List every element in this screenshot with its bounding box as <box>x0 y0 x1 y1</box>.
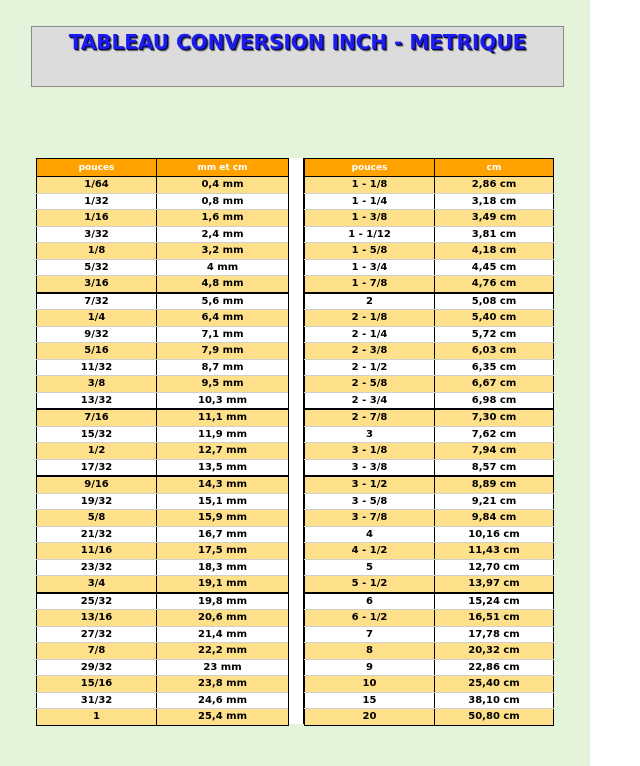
inch-cell: 7/32 <box>37 293 157 310</box>
metric-cell: 6,98 cm <box>435 392 554 409</box>
inch-cell: 13/16 <box>37 610 157 627</box>
metric-cell: 5,6 mm <box>157 293 289 310</box>
metric-cell: 3,49 cm <box>435 210 554 227</box>
inch-cell: 1 <box>37 709 157 726</box>
table-row <box>37 343 289 360</box>
inch-cell: 1/8 <box>37 243 157 260</box>
inch-cell: 29/32 <box>37 659 157 676</box>
table-row <box>37 709 289 726</box>
column-header-inches: pouces <box>305 159 435 177</box>
table-row <box>37 193 289 210</box>
metric-cell: 9,5 mm <box>157 376 289 393</box>
table-row <box>305 409 554 426</box>
metric-cell: 15,1 mm <box>157 493 289 510</box>
table-row <box>305 226 554 243</box>
table-row <box>305 193 554 210</box>
header-row <box>37 159 289 177</box>
table-row <box>37 426 289 443</box>
table-row <box>37 177 289 194</box>
left-conversion-table <box>36 158 289 726</box>
inch-cell: 15 <box>305 692 435 709</box>
inch-cell: 13/32 <box>37 392 157 409</box>
metric-cell: 6,4 mm <box>157 310 289 327</box>
inch-cell: 2 - 1/2 <box>305 359 435 376</box>
table-row <box>37 559 289 576</box>
inch-cell: 7 <box>305 626 435 643</box>
table-row <box>37 392 289 409</box>
inch-cell: 3/32 <box>37 226 157 243</box>
metric-cell: 2,4 mm <box>157 226 289 243</box>
metric-cell: 8,89 cm <box>435 476 554 493</box>
metric-cell: 7,1 mm <box>157 326 289 343</box>
inch-cell: 10 <box>305 676 435 693</box>
table-row <box>37 293 289 310</box>
table-row <box>37 659 289 676</box>
metric-cell: 0,4 mm <box>157 177 289 194</box>
table-row <box>37 376 289 393</box>
metric-cell: 7,9 mm <box>157 343 289 360</box>
table-row <box>305 392 554 409</box>
table-row <box>37 210 289 227</box>
title-box <box>31 26 564 87</box>
metric-cell: 7,62 cm <box>435 426 554 443</box>
table-row <box>37 692 289 709</box>
table-row <box>37 510 289 527</box>
table-row <box>305 259 554 276</box>
inch-cell: 11/16 <box>37 543 157 560</box>
inch-cell: 3 <box>305 426 435 443</box>
inch-cell: 4 <box>305 526 435 543</box>
inch-cell: 20 <box>305 709 435 726</box>
metric-cell: 1,6 mm <box>157 210 289 227</box>
inch-cell: 2 - 1/8 <box>305 310 435 327</box>
metric-cell: 7,30 cm <box>435 409 554 426</box>
table-row <box>37 310 289 327</box>
metric-cell: 11,1 mm <box>157 409 289 426</box>
metric-cell: 11,43 cm <box>435 543 554 560</box>
inch-cell: 21/32 <box>37 526 157 543</box>
table-row <box>37 610 289 627</box>
metric-cell: 20,6 mm <box>157 610 289 627</box>
metric-cell: 9,21 cm <box>435 493 554 510</box>
metric-cell: 14,3 mm <box>157 476 289 493</box>
table-row <box>305 326 554 343</box>
table-row <box>305 459 554 476</box>
metric-cell: 10,16 cm <box>435 526 554 543</box>
table-row <box>305 576 554 593</box>
metric-cell: 3,18 cm <box>435 193 554 210</box>
inch-cell: 3 - 7/8 <box>305 510 435 527</box>
metric-cell: 17,5 mm <box>157 543 289 560</box>
inch-cell: 1 - 3/4 <box>305 259 435 276</box>
inch-cell: 2 - 7/8 <box>305 409 435 426</box>
table-row <box>305 177 554 194</box>
metric-cell: 15,9 mm <box>157 510 289 527</box>
inch-cell: 1 - 3/8 <box>305 210 435 227</box>
table-row <box>37 326 289 343</box>
inch-cell: 7/16 <box>37 409 157 426</box>
inch-cell: 5/32 <box>37 259 157 276</box>
table-row <box>305 626 554 643</box>
inch-cell: 2 <box>305 293 435 310</box>
table-row <box>305 643 554 660</box>
table-row <box>37 243 289 260</box>
column-header-mm: mm et cm <box>157 159 289 177</box>
table-row <box>305 476 554 493</box>
table-row <box>305 510 554 527</box>
table-row <box>37 676 289 693</box>
metric-cell: 5,08 cm <box>435 293 554 310</box>
table-row <box>37 226 289 243</box>
table-row <box>305 310 554 327</box>
inch-cell: 6 <box>305 593 435 610</box>
table-row <box>305 593 554 610</box>
metric-cell: 10,3 mm <box>157 392 289 409</box>
table-row <box>305 359 554 376</box>
table-row <box>305 659 554 676</box>
metric-cell: 11,9 mm <box>157 426 289 443</box>
metric-cell: 4,45 cm <box>435 259 554 276</box>
inch-cell: 4 - 1/2 <box>305 543 435 560</box>
table-row <box>305 610 554 627</box>
metric-cell: 17,78 cm <box>435 626 554 643</box>
metric-cell: 5,40 cm <box>435 310 554 327</box>
inch-cell: 1 - 1/8 <box>305 177 435 194</box>
inch-cell: 3 - 1/8 <box>305 443 435 460</box>
metric-cell: 19,8 mm <box>157 593 289 610</box>
metric-cell: 2,86 cm <box>435 177 554 194</box>
table-row <box>305 293 554 310</box>
inch-cell: 5/8 <box>37 510 157 527</box>
header-row <box>305 159 554 177</box>
metric-cell: 12,70 cm <box>435 559 554 576</box>
metric-cell: 22,86 cm <box>435 659 554 676</box>
metric-cell: 15,24 cm <box>435 593 554 610</box>
metric-cell: 20,32 cm <box>435 643 554 660</box>
table-row <box>305 526 554 543</box>
inch-cell: 6 - 1/2 <box>305 610 435 627</box>
inch-cell: 2 - 1/4 <box>305 326 435 343</box>
table-row <box>305 676 554 693</box>
metric-cell: 16,7 mm <box>157 526 289 543</box>
metric-cell: 19,1 mm <box>157 576 289 593</box>
metric-cell: 4,8 mm <box>157 276 289 293</box>
metric-cell: 16,51 cm <box>435 610 554 627</box>
table-row <box>37 576 289 593</box>
metric-cell: 22,2 mm <box>157 643 289 660</box>
inch-cell: 8 <box>305 643 435 660</box>
metric-cell: 12,7 mm <box>157 443 289 460</box>
table-row <box>305 210 554 227</box>
table-row <box>37 476 289 493</box>
column-header-cm: cm <box>435 159 554 177</box>
table-row <box>305 692 554 709</box>
inch-cell: 31/32 <box>37 692 157 709</box>
table-row <box>305 543 554 560</box>
table-row <box>37 359 289 376</box>
inch-cell: 1/64 <box>37 177 157 194</box>
inch-cell: 25/32 <box>37 593 157 610</box>
metric-cell: 25,4 mm <box>157 709 289 726</box>
metric-cell: 50,80 cm <box>435 709 554 726</box>
metric-cell: 0,8 mm <box>157 193 289 210</box>
inch-cell: 1 - 7/8 <box>305 276 435 293</box>
metric-cell: 4,18 cm <box>435 243 554 260</box>
table-row <box>37 643 289 660</box>
inch-cell: 3/4 <box>37 576 157 593</box>
inch-cell: 5 - 1/2 <box>305 576 435 593</box>
metric-cell: 23 mm <box>157 659 289 676</box>
metric-cell: 6,03 cm <box>435 343 554 360</box>
table-row <box>37 526 289 543</box>
table-row <box>305 493 554 510</box>
metric-cell: 25,40 cm <box>435 676 554 693</box>
table-row <box>305 243 554 260</box>
table-row <box>37 593 289 610</box>
table-row <box>305 559 554 576</box>
metric-cell: 7,94 cm <box>435 443 554 460</box>
metric-cell: 13,97 cm <box>435 576 554 593</box>
inch-cell: 3 - 5/8 <box>305 493 435 510</box>
inch-cell: 23/32 <box>37 559 157 576</box>
table-row <box>305 343 554 360</box>
page-title: TABLEAU CONVERSION INCH - METRIQUE <box>68 30 527 54</box>
metric-cell: 5,72 cm <box>435 326 554 343</box>
metric-cell: 23,8 mm <box>157 676 289 693</box>
metric-cell: 9,84 cm <box>435 510 554 527</box>
inch-cell: 3 - 1/2 <box>305 476 435 493</box>
metric-cell: 24,6 mm <box>157 692 289 709</box>
right-conversion-table <box>304 158 554 726</box>
table-row <box>305 376 554 393</box>
metric-cell: 13,5 mm <box>157 459 289 476</box>
inch-cell: 1 - 1/12 <box>305 226 435 243</box>
inch-cell: 15/32 <box>37 426 157 443</box>
table-row <box>37 409 289 426</box>
inch-cell: 9/32 <box>37 326 157 343</box>
metric-cell: 8,7 mm <box>157 359 289 376</box>
inch-cell: 3 - 3/8 <box>305 459 435 476</box>
inch-cell: 17/32 <box>37 459 157 476</box>
inch-cell: 5/16 <box>37 343 157 360</box>
table-row <box>305 709 554 726</box>
metric-cell: 4 mm <box>157 259 289 276</box>
metric-cell: 18,3 mm <box>157 559 289 576</box>
metric-cell: 3,2 mm <box>157 243 289 260</box>
inch-cell: 3/8 <box>37 376 157 393</box>
table-row <box>305 276 554 293</box>
table-row <box>305 443 554 460</box>
metric-cell: 6,67 cm <box>435 376 554 393</box>
inch-cell: 2 - 3/8 <box>305 343 435 360</box>
table-row <box>37 443 289 460</box>
metric-cell: 8,57 cm <box>435 459 554 476</box>
metric-cell: 4,76 cm <box>435 276 554 293</box>
metric-cell: 38,10 cm <box>435 692 554 709</box>
inch-cell: 19/32 <box>37 493 157 510</box>
inch-cell: 7/8 <box>37 643 157 660</box>
inch-cell: 3/16 <box>37 276 157 293</box>
inch-cell: 1 - 5/8 <box>305 243 435 260</box>
table-row <box>37 459 289 476</box>
inch-cell: 2 - 3/4 <box>305 392 435 409</box>
table-row <box>37 259 289 276</box>
table-row <box>37 626 289 643</box>
inch-cell: 1/16 <box>37 210 157 227</box>
table-row <box>37 276 289 293</box>
inch-cell: 1/2 <box>37 443 157 460</box>
metric-cell: 3,81 cm <box>435 226 554 243</box>
table-row <box>305 426 554 443</box>
inch-cell: 9 <box>305 659 435 676</box>
table-row <box>37 543 289 560</box>
inch-cell: 9/16 <box>37 476 157 493</box>
inch-cell: 5 <box>305 559 435 576</box>
inch-cell: 1/4 <box>37 310 157 327</box>
metric-cell: 6,35 cm <box>435 359 554 376</box>
inch-cell: 1/32 <box>37 193 157 210</box>
table-divider <box>288 158 304 724</box>
inch-cell: 11/32 <box>37 359 157 376</box>
inch-cell: 15/16 <box>37 676 157 693</box>
metric-cell: 21,4 mm <box>157 626 289 643</box>
table-row <box>37 493 289 510</box>
inch-cell: 27/32 <box>37 626 157 643</box>
inch-cell: 2 - 5/8 <box>305 376 435 393</box>
column-header-inches: pouces <box>37 159 157 177</box>
inch-cell: 1 - 1/4 <box>305 193 435 210</box>
